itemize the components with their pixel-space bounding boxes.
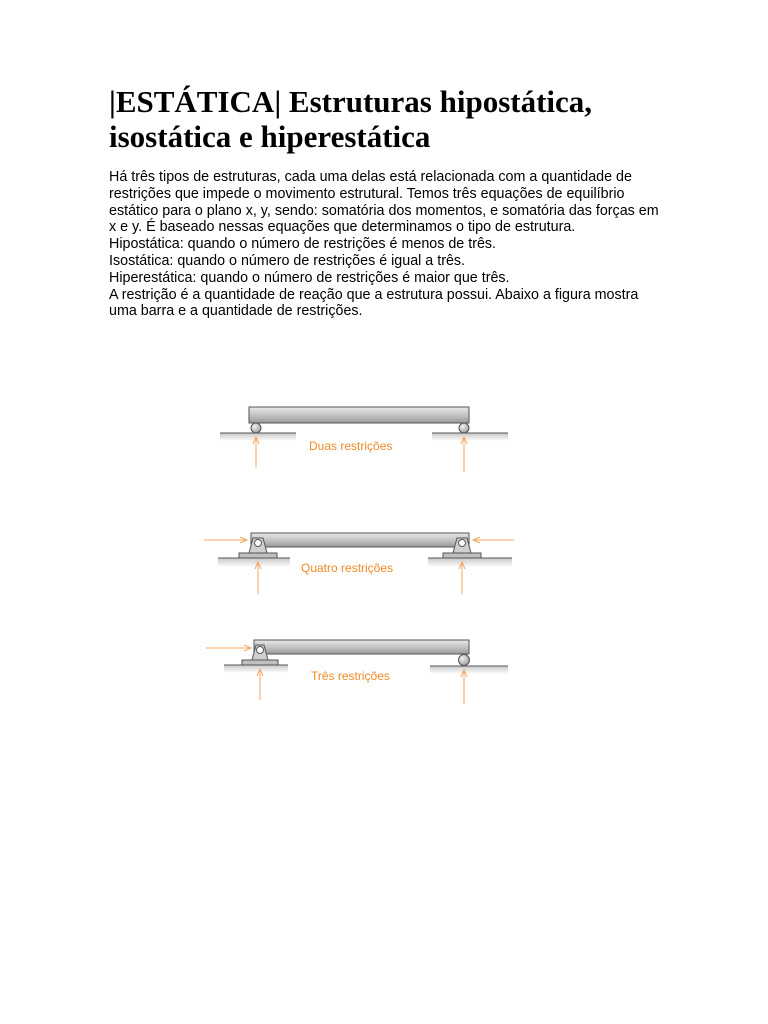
- beam: [251, 533, 469, 547]
- reaction-arrow-left: [253, 437, 259, 468]
- horizontal-reaction-right: [473, 537, 514, 543]
- diagram-three-restraints: [206, 640, 508, 704]
- paragraph-isostatica: Isostática: quando o número de restrições é igual a três.: [109, 252, 466, 269]
- paragraph-restricao: A restrição é a quantidade de reação que a estrutura possui. Abaixo a figura mostra uma barra e a quantidade de restrições.: [109, 286, 639, 320]
- paragraph-intro: Há três tipos de estruturas, cada uma delas está relacionada com a quantidade de restrições que impede o movimento estrutural. Temos três equações de equilíbrio estático para o plano x, y, sendo: somatória dos momentos, e somatória das forças em x e y. É baseado nessas equações que determinamos o tipo de estrutura.: [109, 169, 659, 236]
- ground-shadow-left: [218, 558, 290, 567]
- horizontal-reaction-left: [206, 645, 251, 651]
- roller-support-right: [459, 655, 470, 666]
- beam: [249, 407, 469, 423]
- ground-shadow-right: [428, 558, 512, 567]
- diagram-two-restraints: [220, 407, 508, 472]
- vertical-reaction-right: [461, 670, 467, 704]
- vertical-reaction-right: [459, 562, 465, 594]
- vertical-reaction-left: [257, 669, 263, 700]
- label-four-restrictions: Quatro restrições: [301, 561, 394, 575]
- ground-shadow-left: [224, 665, 288, 673]
- ground-shadow-right: [430, 666, 508, 674]
- paragraph-hiperestatica: Hiperestática: quando o número de restrições é maior que três.: [109, 269, 510, 286]
- roller-support-right: [459, 423, 469, 433]
- roller-support-left: [251, 423, 261, 433]
- label-two-restrictions: Duas restrições: [309, 439, 393, 453]
- paragraph-hipostatica: Hipostática: quando o número de restrições é menos de três.: [109, 236, 497, 253]
- diagram-four-restraints: [204, 533, 514, 594]
- horizontal-reaction-left: [204, 537, 247, 543]
- ground-shadow-right: [432, 433, 508, 441]
- ground-shadow-left: [220, 433, 296, 441]
- label-three-restrictions: Três restrições: [311, 669, 390, 683]
- reaction-arrow-right: [461, 437, 467, 472]
- page-title: |ESTÁTICA| Estruturas hipostática, isostática e hiperestática: [109, 84, 593, 154]
- vertical-reaction-left: [255, 562, 261, 594]
- beam: [254, 640, 469, 654]
